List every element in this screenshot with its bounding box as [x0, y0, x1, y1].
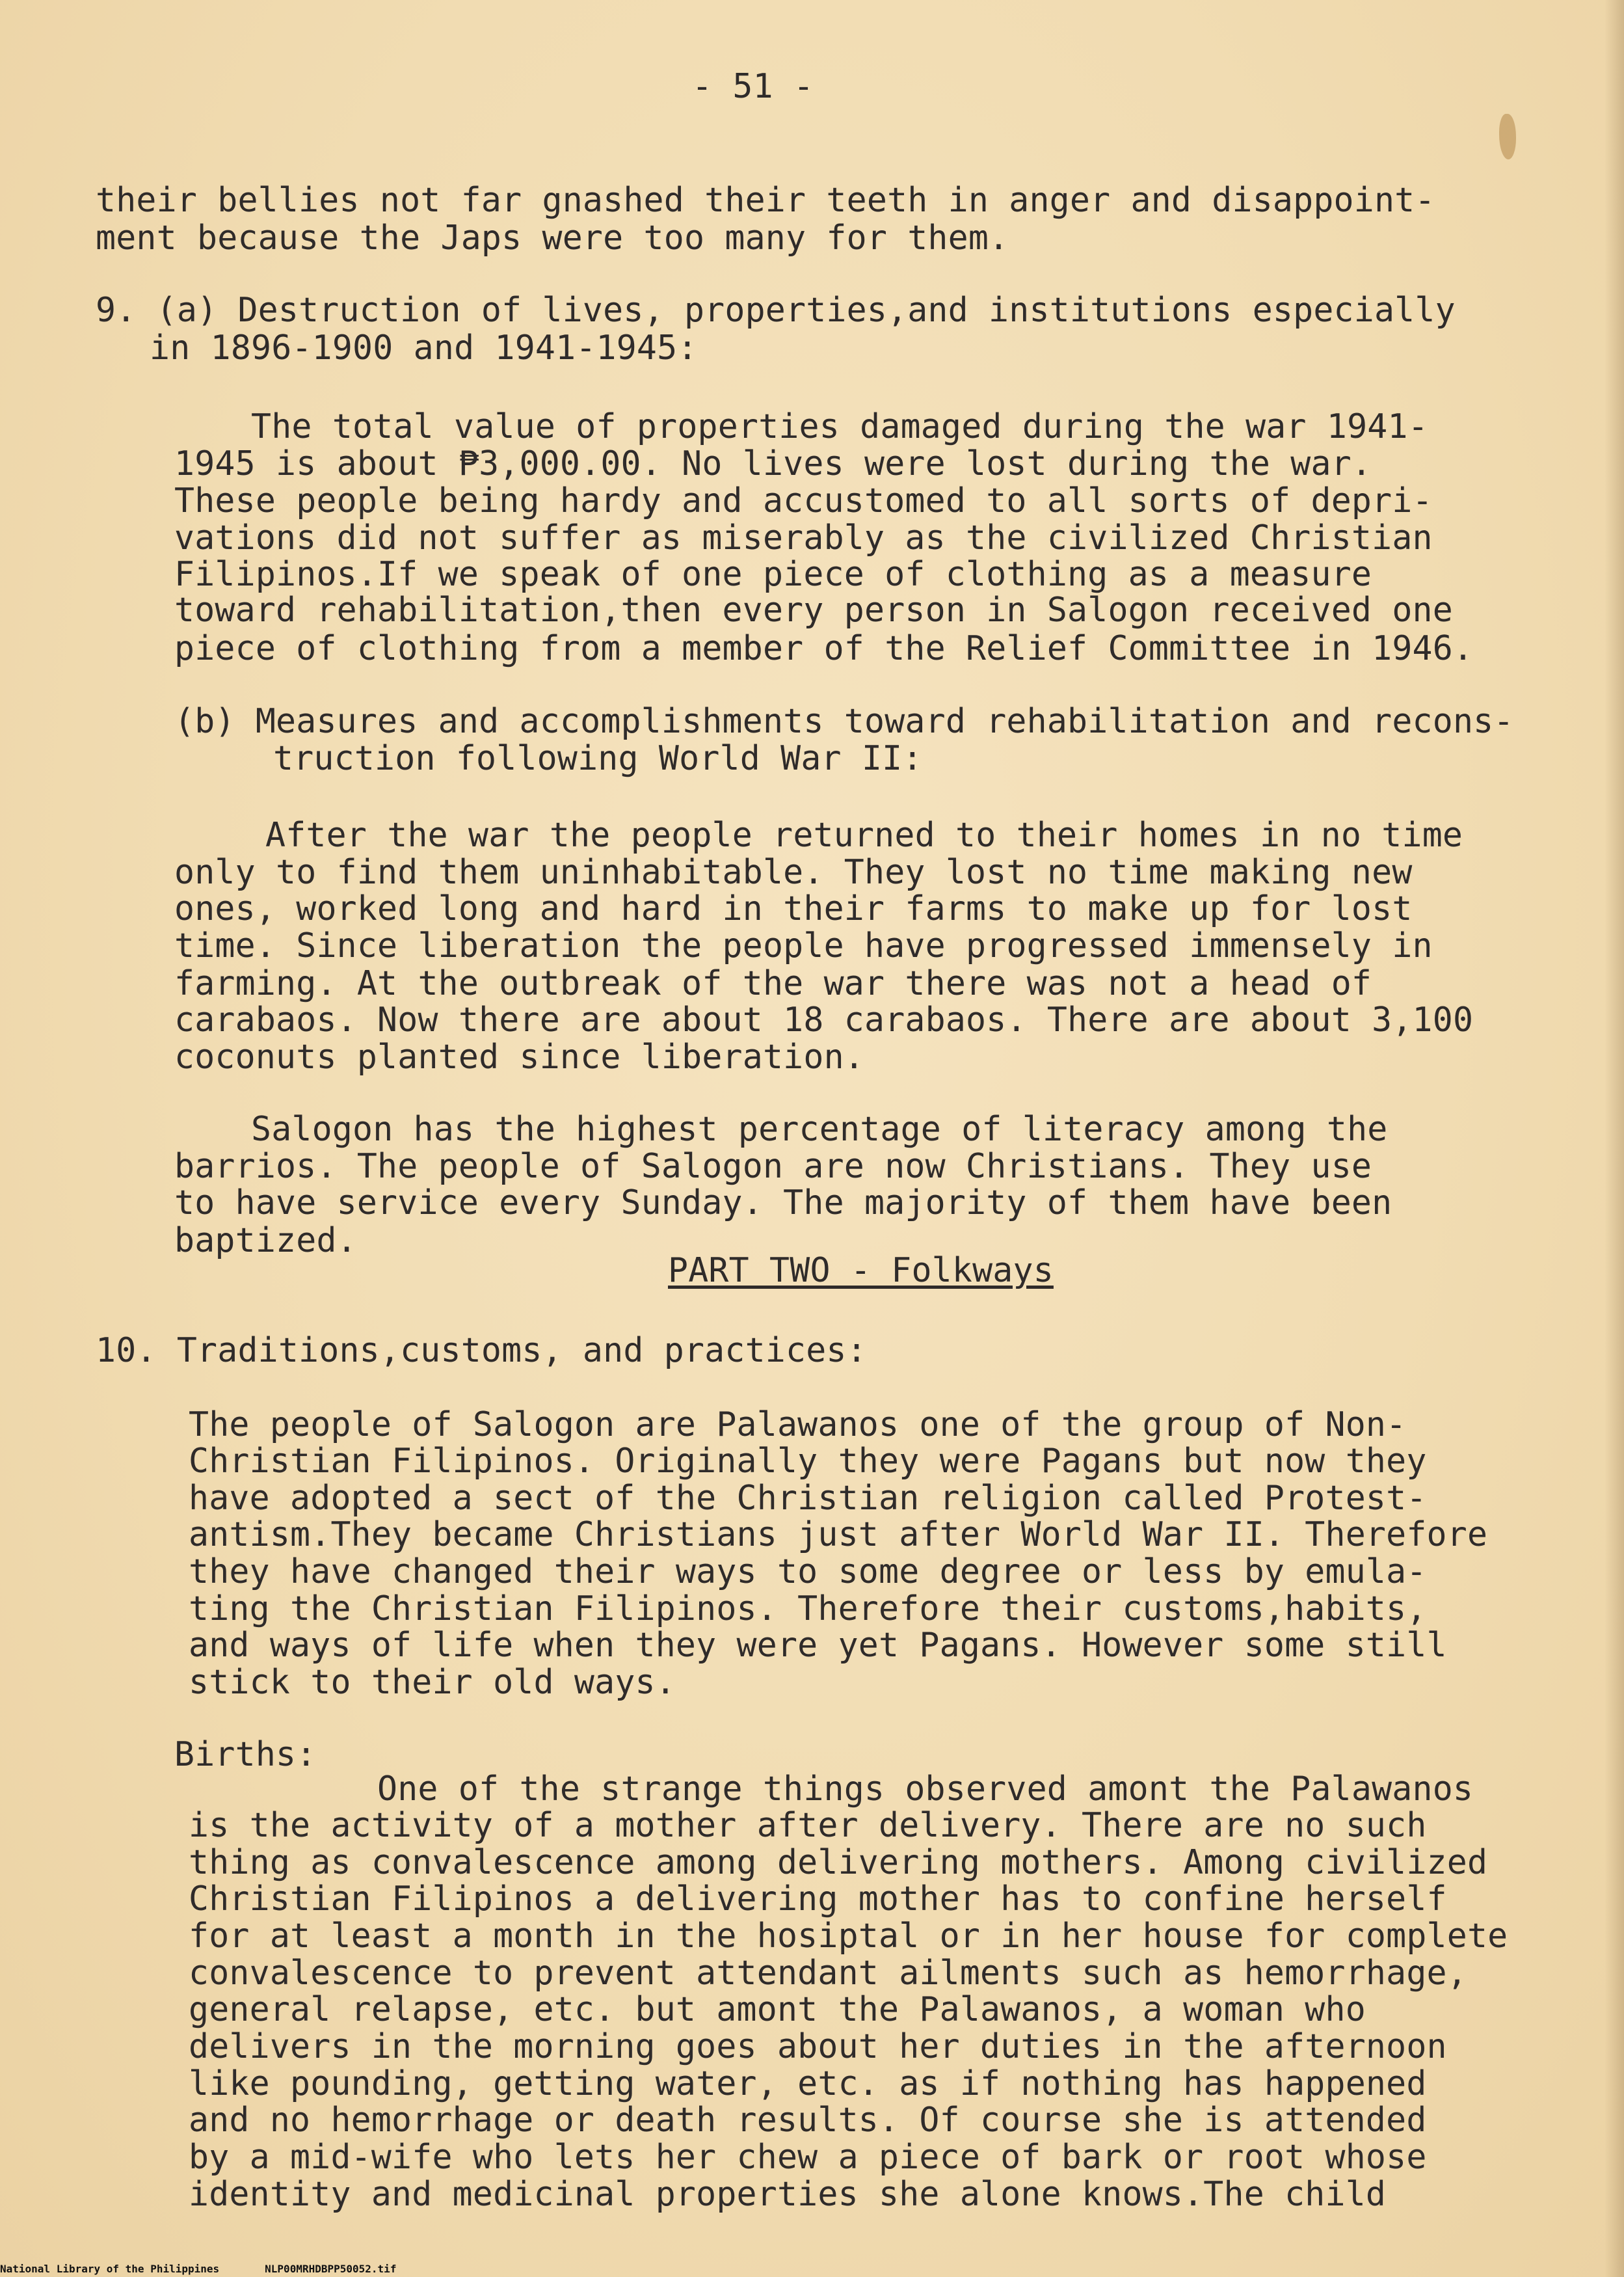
- text-line: is the activity of a mother after delivery. There are no such: [189, 1806, 1427, 1845]
- text-line: they have changed their ways to some degree or less by emula-: [189, 1552, 1427, 1591]
- text-line: vations did not suffer as miserably as the civilized Christian: [174, 519, 1433, 558]
- text-line: thing as convalescence among delivering mothers. Among civilized: [189, 1843, 1488, 1882]
- text-line: baptized.: [174, 1221, 357, 1260]
- section-heading: truction following World War II:: [273, 739, 923, 778]
- footer-library: National Library of the Philippines: [0, 2263, 220, 2275]
- page-number: - 51 -: [692, 67, 814, 106]
- page-edge-shadow: [1604, 0, 1624, 2277]
- text-line: piece of clothing from a member of the Relief Committee in 1946.: [174, 629, 1474, 668]
- text-line: carabaos. Now there are about 18 carabaos. There are about 3,100: [174, 1001, 1474, 1040]
- text-line: and ways of life when they were yet Pagans. However some still: [189, 1626, 1447, 1665]
- section-heading: (b) Measures and accomplishments toward rehabilitation and recons-: [174, 702, 1514, 741]
- text-line: identity and medicinal properties she alone knows.The child: [189, 2175, 1387, 2214]
- text-line: and no hemorrhage or death results. Of course she is attended: [189, 2101, 1427, 2140]
- text-line: time. Since liberation the people have progressed immensely in: [174, 926, 1433, 965]
- text-line: general relapse, etc. but amont the Palawanos, a woman who: [189, 1990, 1366, 2029]
- section-heading: 9. (a) Destruction of lives, properties,and institutions especially: [96, 291, 1456, 330]
- text-line: The total value of properties damaged during the war 1941-: [251, 407, 1428, 446]
- text-line: like pounding, getting water, etc. as if nothing has happened: [189, 2064, 1427, 2103]
- text-line: toward rehabilitation,then every person in Salogon received one: [174, 591, 1453, 630]
- text-line: convalescence to prevent attendant ailments such as hemorrhage,: [189, 1954, 1467, 1993]
- section-heading: 10. Traditions,customs, and practices:: [96, 1331, 867, 1370]
- text-line: to have service every Sunday. The majority of them have been: [174, 1183, 1392, 1222]
- text-line: have adopted a sect of the Christian religion called Protest-: [189, 1479, 1427, 1518]
- text-line: The people of Salogon are Palawanos one of the group of Non-: [189, 1405, 1407, 1444]
- text-line: coconuts planted since liberation.: [174, 1038, 864, 1077]
- scan-footer: [0, 2263, 442, 2275]
- text-line: by a mid-wife who lets her chew a piece of bark or root whose: [189, 2138, 1427, 2177]
- text-line: antism.They became Christians just after World War II. Therefore: [189, 1515, 1488, 1554]
- section-heading: in 1896-1900 and 1941-1945:: [150, 329, 698, 368]
- footer-file: NLP00MRHDBPP50052.tif: [265, 2263, 397, 2275]
- text-line: only to find them uninhabitable. They lost no time making new: [174, 853, 1413, 892]
- text-line: their bellies not far gnashed their teeth in anger and disappoint-: [96, 181, 1435, 220]
- text-line: ting the Christian Filipinos. Therefore their customs,habits,: [189, 1589, 1427, 1628]
- text-line: Christian Filipinos a delivering mother has to confine herself: [189, 1880, 1447, 1919]
- text-line: Filipinos.If we speak of one piece of clothing as a measure: [174, 555, 1372, 594]
- text-line: These people being hardy and accustomed to all sorts of depri-: [174, 481, 1433, 520]
- paper-stain: [1499, 114, 1516, 159]
- text-line: Salogon has the highest percentage of literacy among the: [251, 1110, 1388, 1149]
- text-line: farming. At the outbreak of the war there was not a head of: [174, 964, 1372, 1003]
- text-line: delivers in the morning goes about her duties in the afternoon: [189, 2027, 1447, 2066]
- text-line: stick to their old ways.: [189, 1663, 676, 1702]
- text-line: After the war the people returned to their homes in no time: [265, 816, 1463, 855]
- text-line: ones, worked long and hard in their farms to make up for lost: [174, 889, 1413, 928]
- part-heading: PART TWO - Folkways: [668, 1251, 1054, 1290]
- subheading-births: Births:: [174, 1735, 317, 1774]
- text-line: 1945 is about ₱3,000.00. No lives were lost during the war.: [174, 444, 1372, 483]
- text-line: Christian Filipinos. Originally they were Pagans but now they: [189, 1442, 1427, 1481]
- text-line: ment because the Japs were too many for them.: [96, 219, 1009, 258]
- text-line: barrios. The people of Salogon are now Christians. They use: [174, 1147, 1372, 1186]
- text-line: One of the strange things observed amont the Palawanos: [377, 1770, 1474, 1809]
- text-line: for at least a month in the hosiptal or in her house for complete: [189, 1917, 1508, 1956]
